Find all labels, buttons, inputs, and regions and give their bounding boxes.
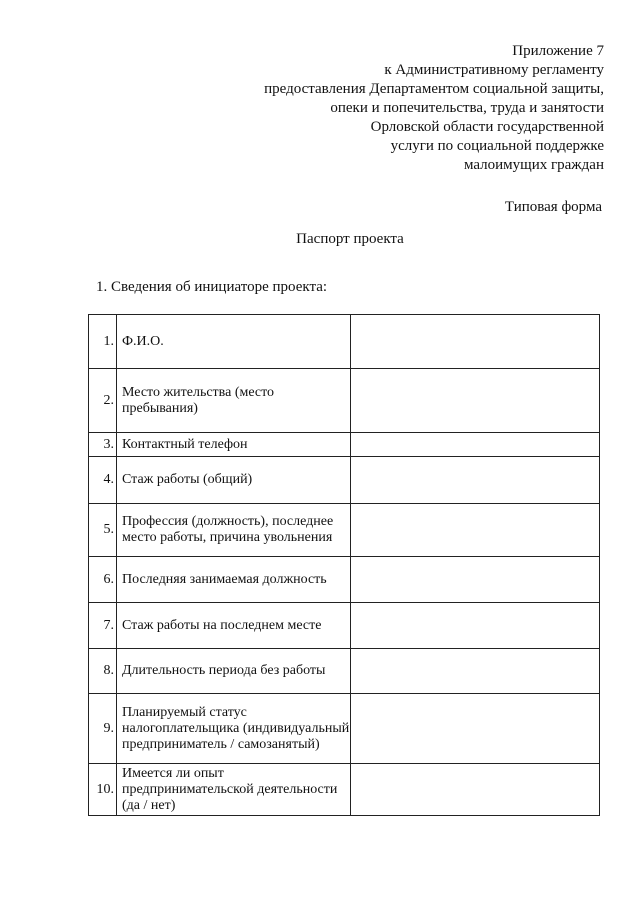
- row-number: 6.: [89, 557, 117, 603]
- appendix-line: к Административному регламенту: [384, 62, 604, 78]
- row-number: 9.: [89, 694, 117, 764]
- row-value-field[interactable]: [351, 649, 600, 694]
- row-value-field[interactable]: [351, 457, 600, 504]
- row-value-field[interactable]: [351, 315, 600, 369]
- row-label: Длительность периода без работы: [117, 649, 351, 694]
- row-label: Последняя занимаемая должность: [117, 557, 351, 603]
- table-row: [89, 457, 600, 504]
- appendix-line: малоимущих граждан: [463, 157, 604, 173]
- appendix-line: опеки и попечительства, труда и занятости: [330, 100, 604, 116]
- table-row: [89, 694, 600, 764]
- table-row: [89, 369, 600, 433]
- row-value-field[interactable]: [351, 433, 600, 457]
- row-label: Стаж работы (общий): [117, 457, 351, 504]
- document-title: Паспорт проекта: [296, 231, 404, 247]
- row-label: Место жительства (место пребывания): [117, 369, 351, 433]
- row-value-field[interactable]: [351, 369, 600, 433]
- row-label: Ф.И.О.: [117, 315, 351, 369]
- row-number: 7.: [89, 603, 117, 649]
- appendix-line: услуги по социальной поддержке: [390, 138, 604, 154]
- row-number: 8.: [89, 649, 117, 694]
- row-label: Профессия (должность), последнее место работы, причина увольнения: [117, 504, 351, 557]
- appendix-header: [184, 42, 604, 175]
- table-row: [89, 504, 600, 557]
- row-label: Стаж работы на последнем месте: [117, 603, 351, 649]
- row-number: 10.: [89, 764, 117, 816]
- appendix-line: Орловской области государственной: [370, 119, 604, 135]
- appendix-line: предоставления Департаментом социальной защиты,: [264, 81, 604, 97]
- row-label: Контактный телефон: [117, 433, 351, 457]
- form-type-label: Типовая форма: [504, 199, 602, 215]
- row-number: 5.: [89, 504, 117, 557]
- row-label: Имеется ли опыт предпринимательской деятельности (да / нет): [117, 764, 351, 816]
- row-number: 2.: [89, 369, 117, 433]
- initiator-info-table: [88, 314, 600, 816]
- row-number: 4.: [89, 457, 117, 504]
- section-title: 1. Сведения об инициаторе проекта:: [96, 279, 328, 295]
- table-row: [89, 764, 600, 816]
- table-row: [89, 315, 600, 369]
- row-label: Планируемый статус налогоплательщика (индивидуальный предприниматель / самозанятый): [117, 694, 351, 764]
- row-number: 3.: [89, 433, 117, 457]
- row-value-field[interactable]: [351, 603, 600, 649]
- appendix-line: Приложение 7: [512, 43, 604, 59]
- row-value-field[interactable]: [351, 694, 600, 764]
- table-row: [89, 603, 600, 649]
- table-row: [89, 649, 600, 694]
- table-row: [89, 557, 600, 603]
- row-number: 1.: [89, 315, 117, 369]
- row-value-field[interactable]: [351, 764, 600, 816]
- row-value-field[interactable]: [351, 557, 600, 603]
- table-row: [89, 433, 600, 457]
- row-value-field[interactable]: [351, 504, 600, 557]
